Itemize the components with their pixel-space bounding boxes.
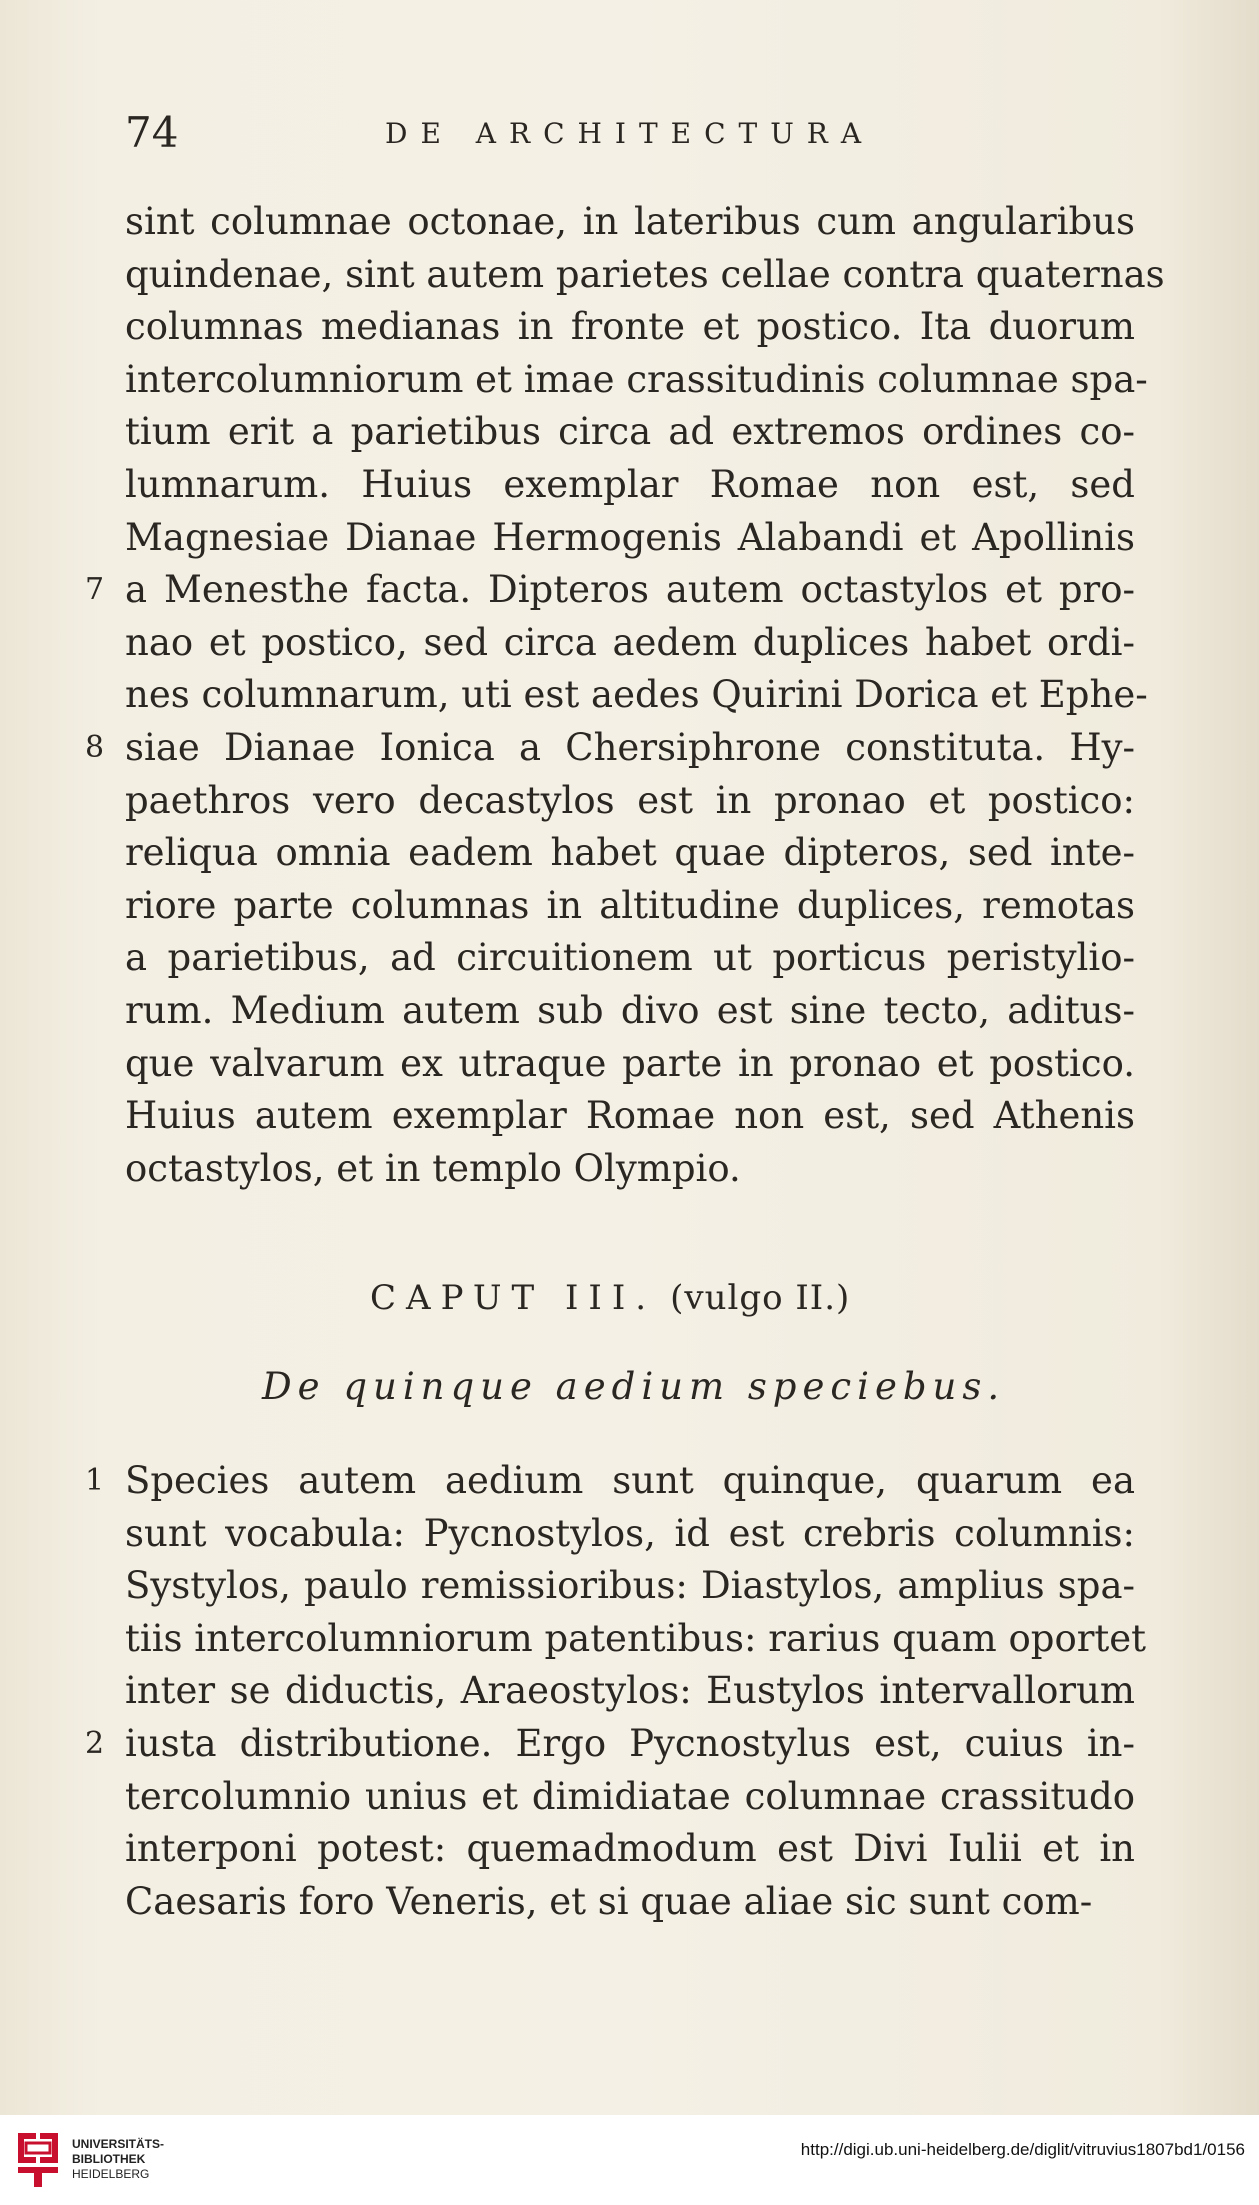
text-line — [125, 985, 1135, 1038]
text-line — [125, 406, 1135, 459]
library-name-line3: HEIDELBERG — [72, 2167, 150, 2181]
text-line — [125, 932, 1135, 985]
line-text: Species autem aedium sunt quinque, quarum ea — [125, 1459, 1135, 1502]
line-text: octastylos, et in templo Olympio. — [125, 1146, 741, 1190]
text-line — [125, 1560, 1135, 1613]
text-block-2 — [85, 1455, 1147, 1928]
line-text: nes columnarum, uti est aedes Quirini Dorica et Ephe- — [125, 673, 1148, 717]
library-name-line1: UNIVERSITÄTS- — [72, 2137, 165, 2151]
line-text: paethros vero decastylos est in pronao et postico: — [125, 778, 1135, 822]
margin-section-number: 2 — [85, 1725, 105, 1761]
ub-heidelberg-logo-icon[interactable] — [12, 2129, 64, 2191]
line-text: columnas medianas in fronte et postico. Ita duorum — [125, 305, 1135, 349]
line-text: tiis intercolumniorum patentibus: rarius quam oportet — [125, 1616, 1147, 1660]
text-line — [125, 827, 1135, 880]
text-line — [125, 354, 1148, 407]
line-text: a parietibus, ad circuitionem ut porticus peristylio- — [125, 936, 1135, 980]
text-line — [85, 1718, 1135, 1771]
text-line — [85, 722, 1135, 775]
line-text: reliqua omnia eadem habet quae dipteros, sed inte- — [125, 831, 1135, 875]
line-text: nao et postico, sed circa aedem duplices habet ordi- — [125, 620, 1135, 664]
text-block-1 — [85, 196, 1165, 1195]
text-line — [85, 564, 1135, 617]
caput-alt-label: (vulgo II.) — [670, 1278, 851, 1318]
text-line — [85, 1455, 1135, 1508]
text-line — [125, 196, 1135, 249]
text-line — [125, 1876, 1135, 1929]
line-text: quindenae, sint autem parietes cellae contra quaternas — [125, 252, 1165, 296]
text-line — [125, 1613, 1147, 1666]
line-text: tium erit a parietibus circa ad extremos ordines co- — [125, 410, 1135, 454]
line-text: intercolumniorum et imae crassitudinis columnae spa- — [125, 357, 1148, 401]
line-text: iusta distributione. Ergo Pycnostylus est, cuius in- — [125, 1721, 1135, 1765]
line-text: sunt vocabula: Pycnostylos, id est crebris columnis: — [125, 1511, 1135, 1555]
text-line — [125, 1665, 1135, 1718]
page-number: 74 — [125, 108, 179, 157]
text-line — [125, 1090, 1135, 1143]
text-line — [125, 617, 1135, 670]
line-text: a Menesthe facta. Dipteros autem octastylos et pro- — [125, 568, 1135, 612]
text-line — [125, 880, 1135, 933]
library-name-line2: BIBLIOTHEK — [72, 2152, 146, 2166]
line-text: inter se diductis, Araeostylos: Eustylos intervallorum — [125, 1669, 1135, 1713]
footer-bar — [0, 2115, 1259, 2205]
line-text: que valvarum ex utraque parte in pronao et postico. — [125, 1041, 1135, 1085]
line-text: Huius autem exemplar Romae non est, sed Athenis — [125, 1094, 1135, 1138]
running-title: DE ARCHITECTURA — [385, 117, 875, 150]
margin-section-number: 1 — [85, 1463, 105, 1498]
text-line — [125, 1143, 1135, 1196]
text-line — [125, 1038, 1135, 1091]
text-line — [125, 669, 1148, 722]
line-text: interponi potest: quemadmodum est Divi Iulii et in — [125, 1827, 1135, 1871]
page-header — [125, 108, 1135, 158]
line-text: riore parte columnas in altitudine duplices, remotas — [125, 883, 1135, 927]
line-text: Magnesiae Dianae Hermogenis Alabandi et Apollinis — [125, 515, 1135, 559]
line-text: lumnarum. Huius exemplar Romae non est, sed — [125, 462, 1135, 506]
permalink-url[interactable]: http://digi.ub.uni-heidelberg.de/diglit/vitruvius1807bd1/0156 — [800, 2140, 1245, 2159]
text-line — [125, 1508, 1135, 1561]
line-text: siae Dianae Ionica a Chersiphrone constituta. Hy- — [125, 725, 1135, 769]
line-text: rum. Medium autem sub divo est sine tecto, aditus- — [125, 988, 1135, 1032]
chapter-subtitle: De quinque aedium speciebus. — [262, 1365, 1006, 1408]
text-line — [125, 249, 1165, 302]
text-line — [125, 301, 1135, 354]
text-line — [125, 775, 1135, 828]
line-text: Systylos, paulo remissioribus: Diastylos, amplius spa- — [125, 1564, 1135, 1608]
library-name — [72, 2137, 164, 2182]
chapter-heading — [370, 1268, 850, 1328]
line-text: tercolumnio unius et dimidiatae columnae crassitudo — [125, 1774, 1135, 1818]
text-line — [125, 1771, 1135, 1824]
text-line — [125, 459, 1135, 512]
margin-section-number: 7 — [85, 572, 105, 608]
line-text: sint columnae octonae, in lateribus cum angularibus — [125, 200, 1135, 243]
text-line — [125, 1823, 1135, 1876]
caput-label: CAPUT III. — [370, 1278, 657, 1318]
text-line — [125, 512, 1135, 565]
line-text: Caesaris foro Veneris, et si quae aliae sic sunt com- — [125, 1879, 1093, 1923]
margin-section-number: 8 — [85, 729, 105, 765]
